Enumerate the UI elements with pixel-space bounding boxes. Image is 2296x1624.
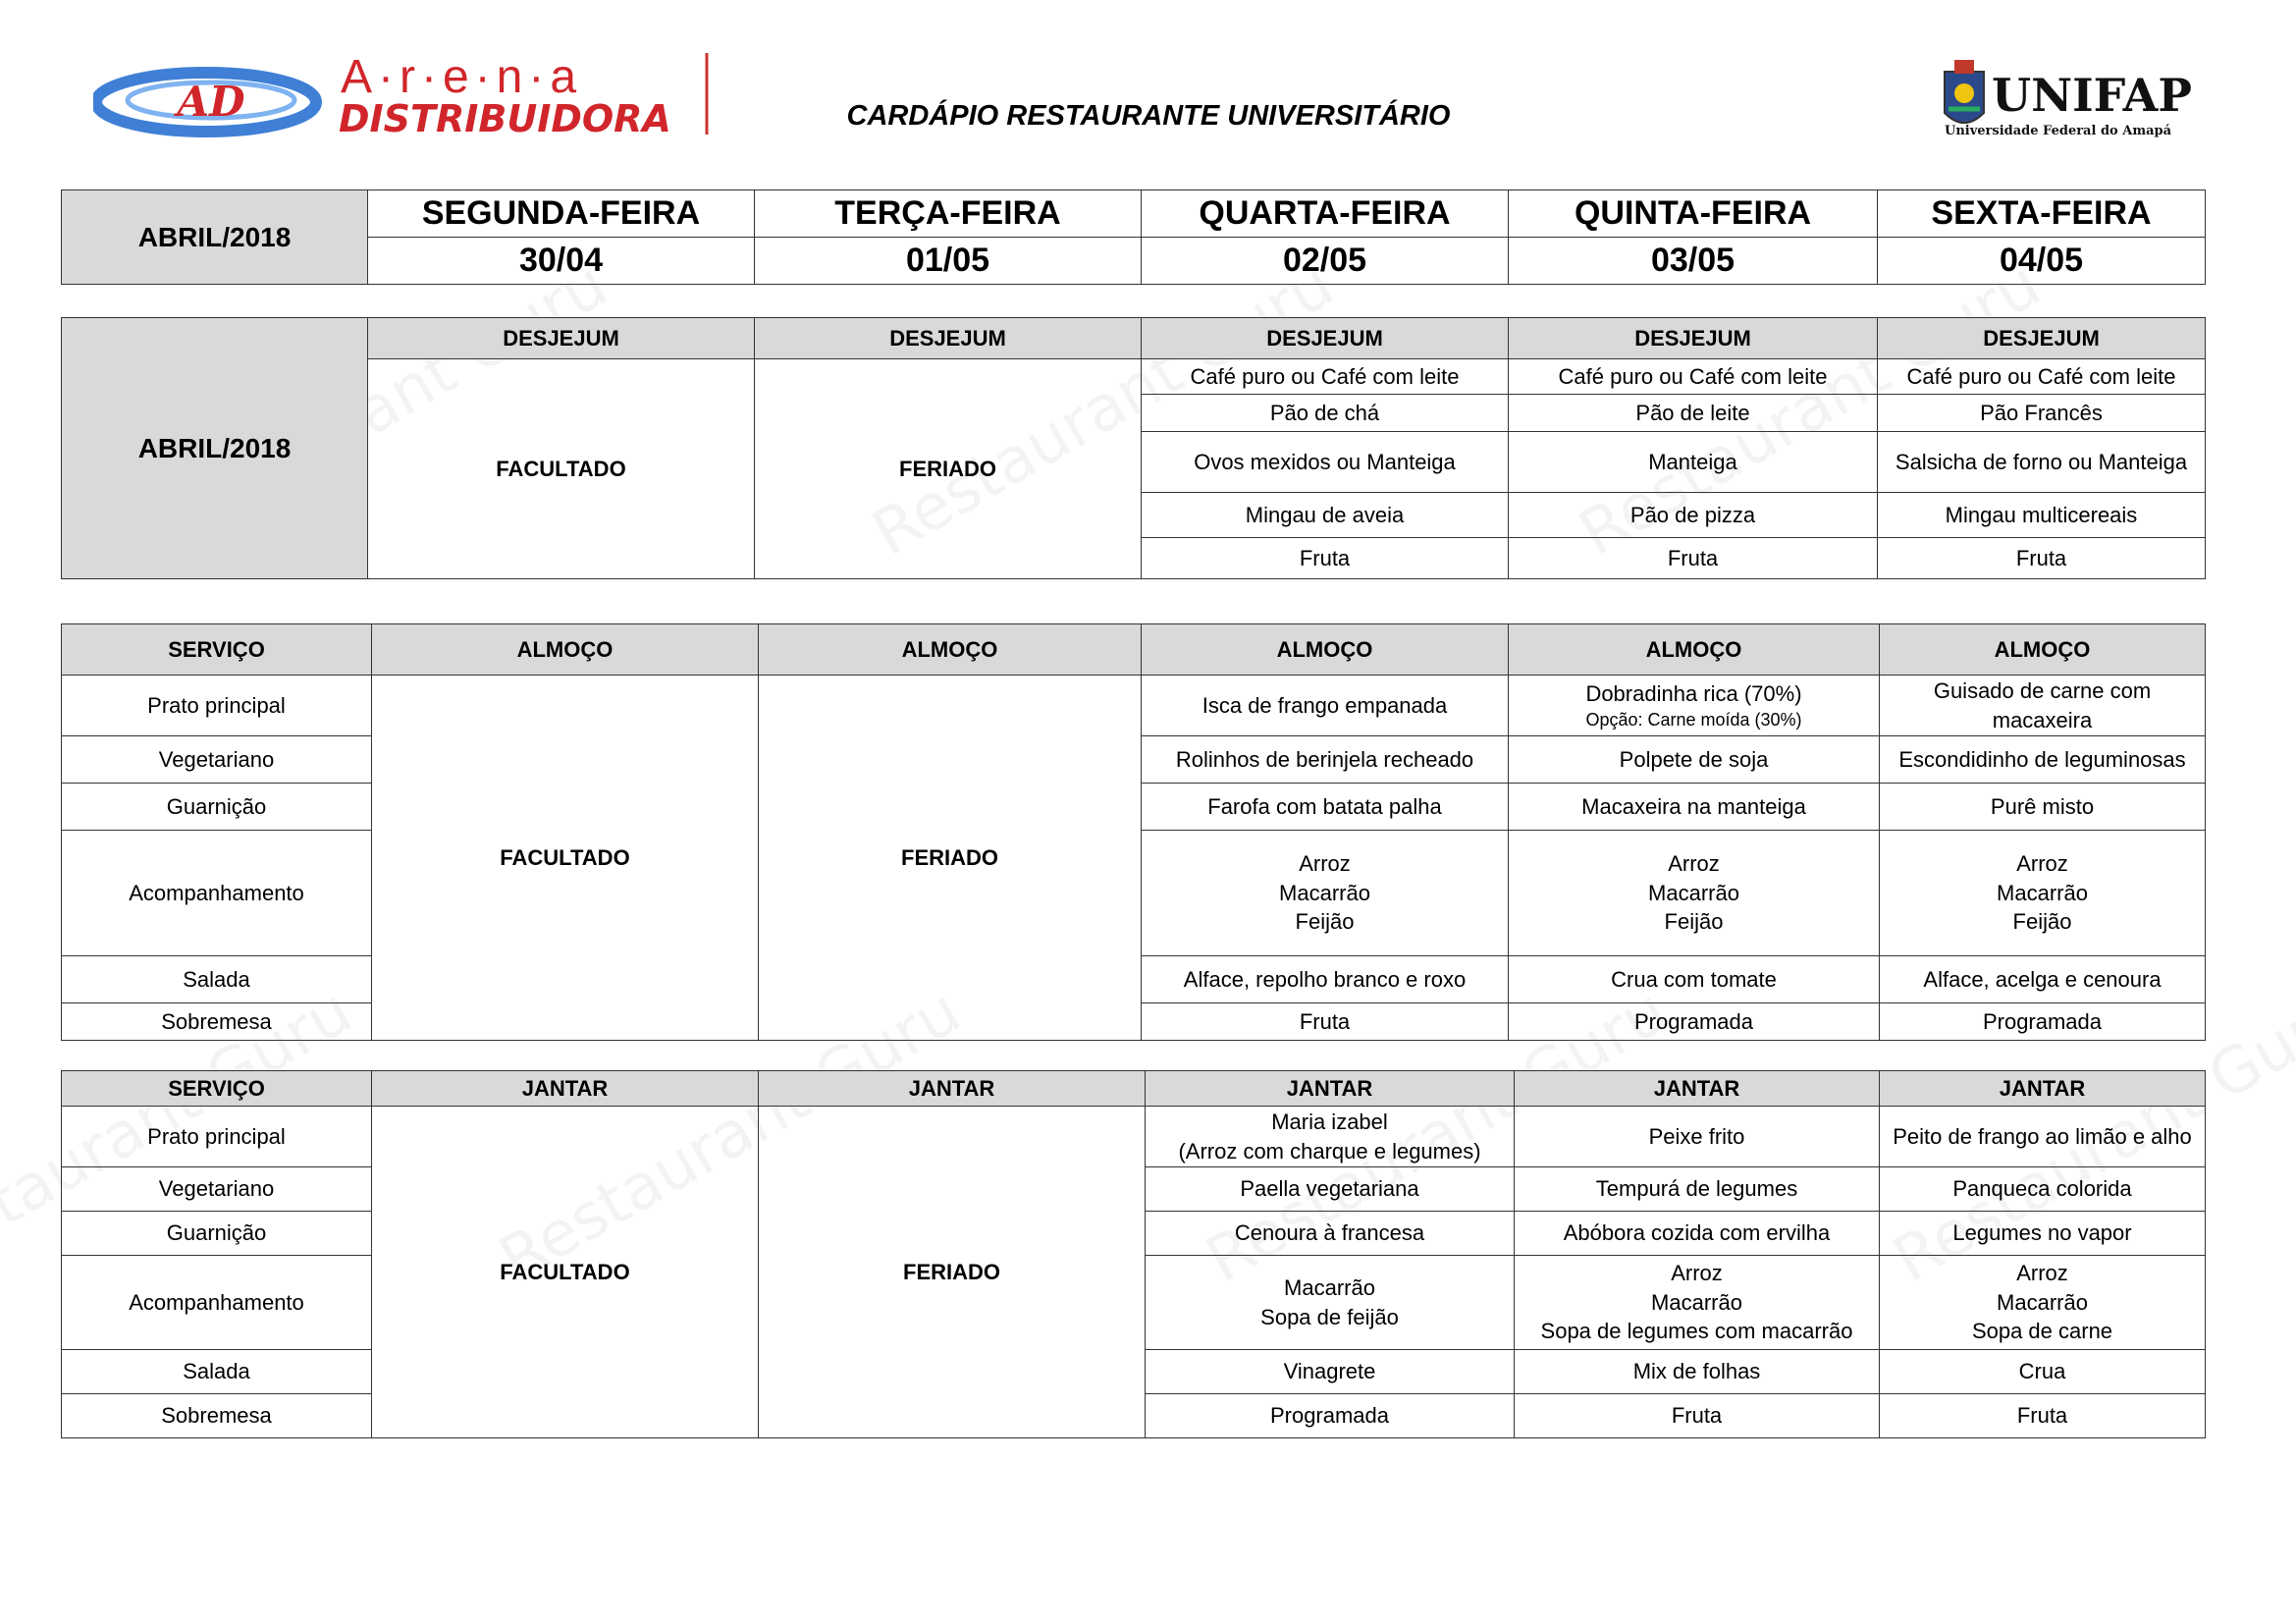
menu-item-line: Macarrão	[1648, 880, 1739, 905]
menu-item: Vinagrete	[1146, 1350, 1515, 1394]
menu-item: Pão Francês	[1878, 395, 2206, 432]
menu-item-line: Feijão	[1295, 909, 1355, 935]
menu-item-line: Arroz	[1668, 850, 1720, 876]
menu-item-line: (Arroz com charque e legumes)	[1178, 1138, 1481, 1164]
menu-item: Fruta	[1509, 538, 1878, 579]
meal-header: JANTAR	[759, 1071, 1146, 1107]
status-facultado: FACULTADO	[372, 1107, 759, 1438]
status-facultado: FACULTADO	[368, 359, 755, 579]
menu-item: Fruta	[1880, 1394, 2206, 1438]
menu-item-line: Macarrão	[1997, 880, 2088, 905]
menu-item: Fruta	[1515, 1394, 1880, 1438]
logo-word-2: DISTRIBUIDORA	[339, 97, 671, 140]
menu-item: Panqueca colorida	[1880, 1167, 2206, 1212]
menu-item: Fruta	[1142, 538, 1509, 579]
service-label: Vegetariano	[62, 736, 372, 784]
menu-item: Farofa com batata palha	[1142, 784, 1509, 831]
menu-item: Macaxeira na manteiga	[1509, 784, 1880, 831]
menu-item: Alface, repolho branco e roxo	[1142, 956, 1509, 1003]
menu-item: Crua com tomate	[1509, 956, 1880, 1003]
menu-item: Alface, acelga e cenoura	[1880, 956, 2206, 1003]
menu-item-line: Arroz	[1671, 1260, 1723, 1285]
service-label: Salada	[62, 1350, 372, 1394]
status-feriado: FERIADO	[759, 676, 1142, 1041]
menu-item: Isca de frango empanada	[1142, 676, 1509, 736]
day-name: SEGUNDA-FEIRA	[368, 190, 755, 238]
menu-item: Mix de folhas	[1515, 1350, 1880, 1394]
meal-header: ALMOÇO	[372, 624, 759, 676]
almoco-table	[61, 623, 2206, 1041]
day-name: QUARTA-FEIRA	[1142, 190, 1509, 238]
menu-item: Café puro ou Café com leite	[1509, 359, 1878, 395]
day-date: 03/05	[1509, 238, 1878, 285]
service-header: SERVIÇO	[62, 1071, 372, 1107]
menu-item-line: Sopa de legumes com macarrão	[1540, 1319, 1853, 1344]
menu-item-line: Macarrão	[1997, 1289, 2088, 1315]
menu-item: Escondidinho de leguminosas	[1880, 736, 2206, 784]
service-label: Sobremesa	[62, 1003, 372, 1041]
menu-item: Manteiga	[1509, 432, 1878, 493]
meal-header: DESJEJUM	[1142, 318, 1509, 359]
menu-item: Polpete de soja	[1509, 736, 1880, 784]
meal-header: ALMOÇO	[1142, 624, 1509, 676]
menu-item: Guisado de carne com macaxeira	[1880, 676, 2206, 736]
menu-item: Paella vegetariana	[1146, 1167, 1515, 1212]
menu-item	[1515, 1256, 1880, 1350]
day-date: 30/04	[368, 238, 755, 285]
service-header: SERVIÇO	[62, 624, 372, 676]
service-label: Prato principal	[62, 1107, 372, 1167]
menu-item: Rolinhos de berinjela recheado	[1142, 736, 1509, 784]
status-feriado: FERIADO	[755, 359, 1142, 579]
menu-item-line: Arroz	[2016, 1260, 2068, 1285]
menu-item	[1880, 1256, 2206, 1350]
menu-item	[1142, 831, 1509, 956]
menu-item	[1146, 1256, 1515, 1350]
service-label: Acompanhamento	[62, 831, 372, 956]
menu-item: Mingau multicereais	[1878, 493, 2206, 538]
menu-item-line: Sopa de carne	[1971, 1319, 2113, 1344]
status-facultado: FACULTADO	[372, 676, 759, 1041]
menu-item-line: Feijão	[1664, 909, 1724, 935]
month-label: ABRIL/2018	[62, 318, 368, 579]
menu-item: Café puro ou Café com leite	[1142, 359, 1509, 395]
meal-header: JANTAR	[1880, 1071, 2206, 1107]
arena-distribuidora-logo	[93, 51, 721, 149]
menu-item: Programada	[1880, 1003, 2206, 1041]
menu-item: Cenoura à francesa	[1146, 1212, 1515, 1256]
menu-item	[1880, 831, 2206, 956]
status-feriado: FERIADO	[759, 1107, 1146, 1438]
service-label: Salada	[62, 956, 372, 1003]
unifap-logo	[1939, 54, 2194, 152]
jantar-table	[61, 1070, 2206, 1438]
meal-header: DESJEJUM	[755, 318, 1142, 359]
meal-header: JANTAR	[1515, 1071, 1880, 1107]
service-label: Sobremesa	[62, 1394, 372, 1438]
meal-header: ALMOÇO	[759, 624, 1142, 676]
service-label: Prato principal	[62, 676, 372, 736]
menu-item: Ovos mexidos ou Manteiga	[1142, 432, 1509, 493]
menu-item: Crua	[1880, 1350, 2206, 1394]
menu-item	[1146, 1107, 1515, 1167]
meal-header: DESJEJUM	[1509, 318, 1878, 359]
menu-item: Café puro ou Café com leite	[1878, 359, 2206, 395]
day-date: 01/05	[755, 238, 1142, 285]
day-name: TERÇA-FEIRA	[755, 190, 1142, 238]
meal-header: JANTAR	[372, 1071, 759, 1107]
menu-item: Mingau de aveia	[1142, 493, 1509, 538]
menu-item-line: Arroz	[2016, 850, 2068, 876]
menu-item: Fruta	[1142, 1003, 1509, 1041]
menu-item: Tempurá de legumes	[1515, 1167, 1880, 1212]
menu-item: Purê misto	[1880, 784, 2206, 831]
service-label: Guarnição	[62, 784, 372, 831]
page-title: CARDÁPIO RESTAURANTE UNIVERSITÁRIO	[846, 100, 1451, 132]
logo-monogram: AD	[177, 78, 245, 126]
menu-item-line: Sopa de feijão	[1260, 1304, 1399, 1329]
meal-header: DESJEJUM	[368, 318, 755, 359]
menu-item-option: Opção: Carne moída (30%)	[1585, 710, 1802, 731]
menu-item: Peito de frango ao limão e alho	[1880, 1107, 2206, 1167]
meal-header: JANTAR	[1146, 1071, 1515, 1107]
service-label: Acompanhamento	[62, 1256, 372, 1350]
day-name: QUINTA-FEIRA	[1509, 190, 1878, 238]
menu-item-line: Macarrão	[1279, 880, 1370, 905]
menu-item: Pão de pizza	[1509, 493, 1878, 538]
meal-header: ALMOÇO	[1880, 624, 2206, 676]
meal-header: DESJEJUM	[1878, 318, 2206, 359]
logo-name: UNIFAP	[1992, 69, 2192, 122]
menu-item-line: Feijão	[2012, 909, 2072, 935]
desjejum-table	[61, 317, 2206, 579]
menu-item: Legumes no vapor	[1880, 1212, 2206, 1256]
menu-item	[1509, 831, 1880, 956]
dates-table	[61, 189, 2206, 285]
month-label: ABRIL/2018	[62, 190, 368, 285]
menu-item	[1509, 676, 1880, 736]
menu-item: Fruta	[1878, 538, 2206, 579]
menu-item: Pão de leite	[1509, 395, 1878, 432]
menu-item-line: Dobradinha rica (70%)	[1585, 680, 1802, 706]
day-date: 02/05	[1142, 238, 1509, 285]
menu-item-line: Maria izabel	[1271, 1109, 1388, 1134]
logo-subtitle: Universidade Federal do Amapá	[1945, 124, 2172, 138]
menu-item: Programada	[1146, 1394, 1515, 1438]
menu-item: Programada	[1509, 1003, 1880, 1041]
menu-item: Abóbora cozida com ervilha	[1515, 1212, 1880, 1256]
crest-icon	[1945, 60, 1984, 123]
menu-item-line: Arroz	[1299, 850, 1351, 876]
menu-item: Salsicha de forno ou Manteiga	[1878, 432, 2206, 493]
day-name: SEXTA-FEIRA	[1878, 190, 2206, 238]
menu-item-line: Macarrão	[1284, 1274, 1375, 1300]
day-date: 04/05	[1878, 238, 2206, 285]
service-label: Vegetariano	[62, 1167, 372, 1212]
menu-item: Peixe frito	[1515, 1107, 1880, 1167]
meal-header: ALMOÇO	[1509, 624, 1880, 676]
menu-item-line: Macarrão	[1651, 1289, 1742, 1315]
logo-word: A·r·e·n·a	[341, 51, 583, 103]
service-label: Guarnição	[62, 1212, 372, 1256]
menu-item: Pão de chá	[1142, 395, 1509, 432]
